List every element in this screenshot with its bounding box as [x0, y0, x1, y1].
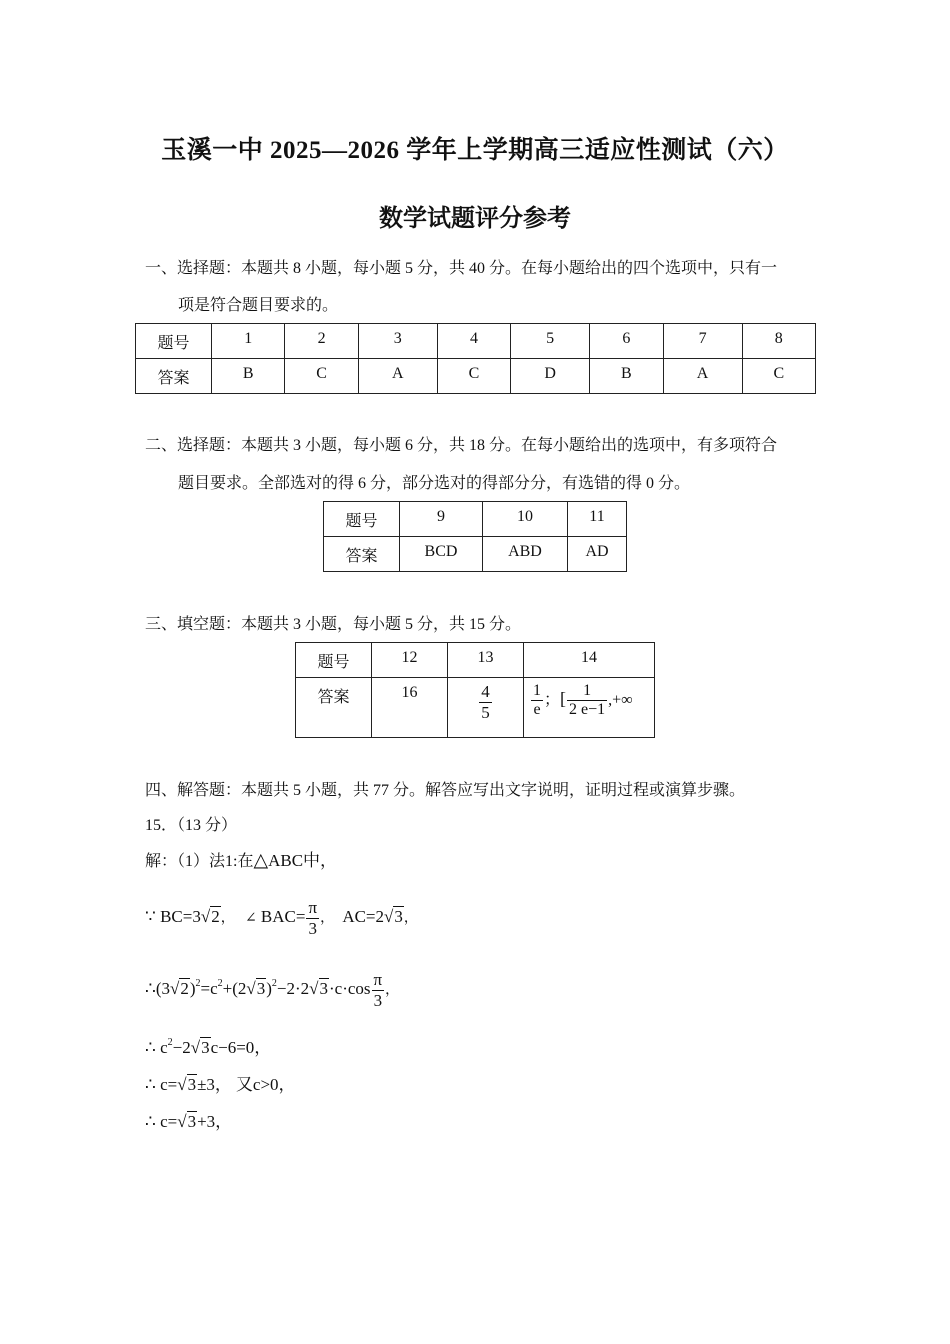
question-number: 1 [212, 324, 285, 359]
question-number: 11 [568, 502, 627, 537]
section1-intro-line1: 一、选择题：本题共 8 小题，每小题 5 分，共 40 分。在每小题给出的四个选项中，只有一 [145, 260, 778, 277]
sqrt: √2 [200, 906, 220, 926]
solution-suffix: ABC中， [268, 851, 338, 870]
row-label-number: 题号 [296, 643, 372, 678]
sqrt: √3 [190, 1038, 210, 1057]
row-label-answer: 答案 [136, 359, 212, 394]
solution-step-3: ∴ $c^2-2√3c-6=0$， [145, 1037, 272, 1057]
page-title: 玉溪一中 2025—2026 学年上学期高三适应性测试（六） [161, 137, 789, 164]
question-number: 4 [437, 324, 510, 359]
solution-step-5: ∴ c=√3+3， [145, 1112, 233, 1131]
sqrt: √3 [384, 906, 403, 926]
answer-cell: AD [568, 537, 627, 572]
sqrt: √2 [170, 978, 189, 998]
answer-cell: C [437, 359, 510, 394]
row-label-answer: 答案 [324, 537, 400, 572]
question-number: 10 [482, 502, 567, 537]
question-number: 9 [400, 502, 483, 537]
section1-intro-line2: 项是符合题目要求的。 [178, 297, 339, 314]
therefore-symbol: ∴ [145, 978, 156, 998]
answer-cell: BCD [400, 537, 483, 572]
page-subtitle: 数学试题评分参考 [379, 206, 571, 232]
question-number: 13 [448, 643, 524, 678]
section2-answer-table [323, 501, 627, 572]
question-number: 7 [663, 324, 742, 359]
answer-cell: B [590, 359, 663, 394]
question-15-heading: 15．（13 分） [145, 817, 238, 834]
sqrt: √3 [177, 1075, 197, 1094]
row-label-number: 题号 [324, 502, 400, 537]
comma: ， [220, 910, 235, 926]
triangle-symbol: △ [253, 850, 269, 871]
answer-cell: 16 [372, 678, 448, 738]
section1-answer-table [135, 323, 816, 394]
question-number: 2 [285, 324, 358, 359]
section4-intro: 四、解答题：本题共 5 小题，共 77 分。解答应写出文字说明，证明过程或演算步骤。 [145, 782, 746, 799]
question-number: 6 [590, 324, 663, 359]
section3-answer-table [295, 642, 655, 738]
fraction [567, 682, 607, 720]
comma: ， [320, 910, 335, 926]
fraction: $\frac{\pi}{3}$ [373, 970, 383, 1010]
answer-cell: A [358, 359, 437, 394]
fraction-numerator: 4 [481, 682, 490, 701]
question-number: 5 [511, 324, 590, 359]
fraction-denominator: 2 e−1 [569, 701, 606, 719]
fraction-numerator: 1 [531, 682, 543, 701]
solution-intro [145, 846, 337, 872]
sqrt: √3 [177, 1112, 197, 1131]
therefore-symbol: ∴ [145, 1038, 156, 1057]
fraction: $\frac{\pi}{3}$ [308, 898, 318, 938]
fraction-denominator: e [533, 701, 541, 719]
fraction [479, 682, 492, 722]
fraction [531, 682, 543, 720]
math-text: AC=2 [342, 906, 385, 926]
question-number: 8 [742, 324, 815, 359]
answer-cell: D [511, 359, 590, 394]
fraction-numerator: 1 [567, 682, 607, 701]
answer-cell: A [663, 359, 742, 394]
comma: ， [403, 910, 418, 926]
question-number: 14 [524, 643, 655, 678]
solution-prefix: 解：（1）法1:在 [145, 853, 254, 870]
sqrt: √3 [246, 978, 266, 998]
answer-cell: C [742, 359, 815, 394]
sqrt: √3 [309, 978, 329, 998]
angle-symbol: ∠ [244, 910, 257, 926]
therefore-symbol: ∴ [145, 1112, 156, 1131]
question-number: 3 [358, 324, 437, 359]
answer-cell-fraction [448, 678, 524, 738]
question-number: 12 [372, 643, 448, 678]
answer-cell: ABD [482, 537, 567, 572]
answer-cell: C [285, 359, 358, 394]
section2-intro-line1: 二、选择题：本题共 3 小题，每小题 6 分，共 18 分。在每小题给出的选项中，有多项符合 [145, 437, 778, 454]
solution-step-2: $\therefore(3√2)^2=c^2+(2√3)^2-2\cdot 2√3\cdot c\cdot\cos$ $\frac{\pi}{3}$ ， [145, 970, 400, 1010]
therefore-symbol: ∴ [145, 1075, 156, 1094]
interval-tail: ,+∞ [608, 691, 633, 709]
solution-step-1 [145, 898, 418, 938]
fraction-denominator: 5 [481, 702, 490, 722]
solution-step-4: ∴ c=√3±3， 又c>0， [145, 1075, 296, 1094]
math-text: BAC= [260, 906, 306, 926]
section2-intro-line2: 题目要求。全部选对的得 6 分，部分选对的得部分分，有选错的得 0 分。 [178, 475, 691, 492]
answer-cell: B [212, 359, 285, 394]
separator: ； [544, 691, 561, 709]
row-label-answer: 答案 [296, 678, 372, 738]
math-text: BC=3 [160, 906, 201, 926]
answer-cell-14 [524, 678, 655, 738]
open-bracket: [ [560, 688, 567, 709]
comma: ， [385, 982, 400, 998]
because-symbol: ∵ [145, 906, 156, 926]
section3-intro: 三、填空题：本题共 3 小题，每小题 5 分，共 15 分。 [145, 616, 522, 633]
row-label-number: 题号 [136, 324, 212, 359]
